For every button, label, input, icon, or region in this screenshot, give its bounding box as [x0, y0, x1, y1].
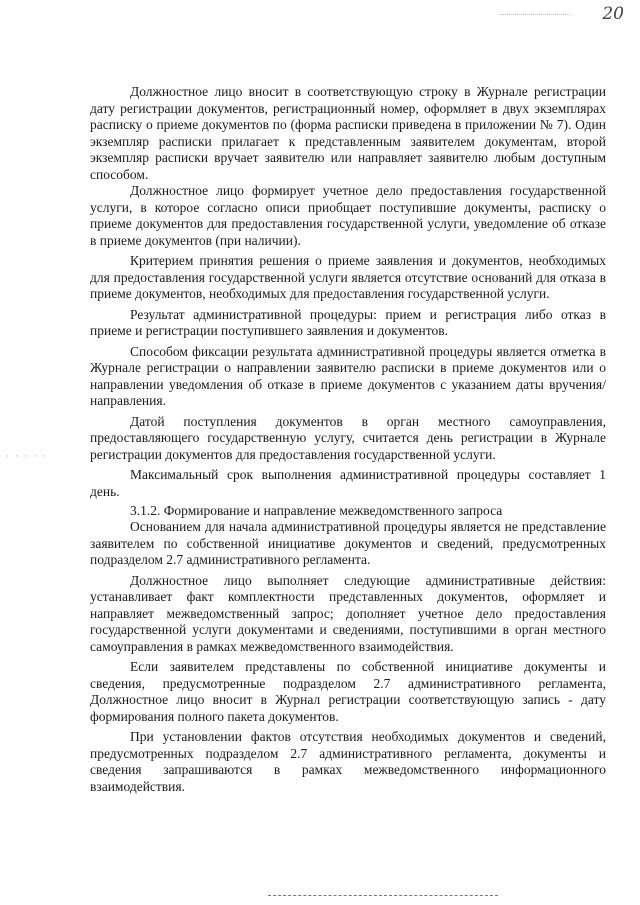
scan-artifact-top [500, 14, 570, 15]
paragraph-criterion: Критерием принятия решения о приеме заявления и документов, необходимых для предоставления государственной услуги является отсутствие оснований для отказа в приеме документов, необходимых для предоставления государственной услуги. [90, 253, 606, 301]
paragraph-basis: Основанием для начала административной процедуры является не представление заявителем по собственной инициативе документов и сведений, предусмотренных подразделом 2.7 административного регламента. [90, 519, 606, 567]
scan-artifact-margin: · · · · · [6, 451, 48, 461]
paragraph-max-term: Максимальный срок выполнения административной процедуры составляет 1 день. [90, 467, 606, 499]
document-body [90, 84, 606, 795]
section-heading-3-1-2: 3.1.2. Формирование и направление межведомственного запроса [130, 503, 503, 518]
paragraph-case-file: Должностное лицо формирует учетное дело предоставления государственной услуги, в которое согласно описи приобщает поступившие документы, расписку о приеме документов для предоставления государственной услуги, уведомление об отказе в приеме документов (при наличии). [90, 183, 606, 248]
paragraph-receipt-date: Датой поступления документов в орган местного самоуправления, предоставляющего государственную услугу, считается день регистрации в Журнале регистрации документов для предоставления государственной услуги. [90, 413, 606, 462]
scan-artifact-bottom [268, 895, 498, 896]
paragraph-fixation-method: Способом фиксации результата административной процедуры является отметка в Журнале регистрации о направлении заявителю расписки в приеме документов или о направлении уведомления об отказе в приеме документов с указанием даты вручения/направления. [90, 343, 606, 408]
paragraph-registration: Должностное лицо вносит в соответствующую строку в Журнале регистрации дату регистрации документов, регистрационный номер, оформляет в двух экземплярах расписку о приеме документов по (форма расписки приведена в приложении № 7). Один экземпляр расписки прилагает к представленным заявителем документам, второй экземпляр расписки вручает заявителю или направляет заявителю любым доступным способом. [90, 84, 606, 182]
paragraph-applicant-documents: Если заявителем представлены по собственной инициативе документы и сведения, предусмотренные подразделом 2.7 административного регламента, Должностное лицо вносит в Журнал регистрации соответствующую запись - дату формирования полного пакета документов. [90, 659, 606, 724]
paragraph-official-actions: Должностное лицо выполняет следующие административные действия: устанавливает факт комплектности представленных документов, оформляет и направляет межведомственный запрос; дополняет учетное дело предоставления государственной услуги документами и сведениями, поступившими в орган местного самоуправления в рамках межведомственного взаимодействия. [90, 572, 606, 654]
paragraph-result: Результат административной процедуры: прием и регистрация либо отказ в приеме и регистрации поступившего заявления и документов. [90, 306, 606, 338]
paragraph-interagency-request: При установлении фактов отсутствия необходимых документов и сведений, предусмотренных подразделом 2.7 административного регламента, документы и сведения запрашиваются в рамках межведомственного информационного взаимодействия. [90, 729, 606, 794]
page-number: 20 [602, 4, 624, 24]
